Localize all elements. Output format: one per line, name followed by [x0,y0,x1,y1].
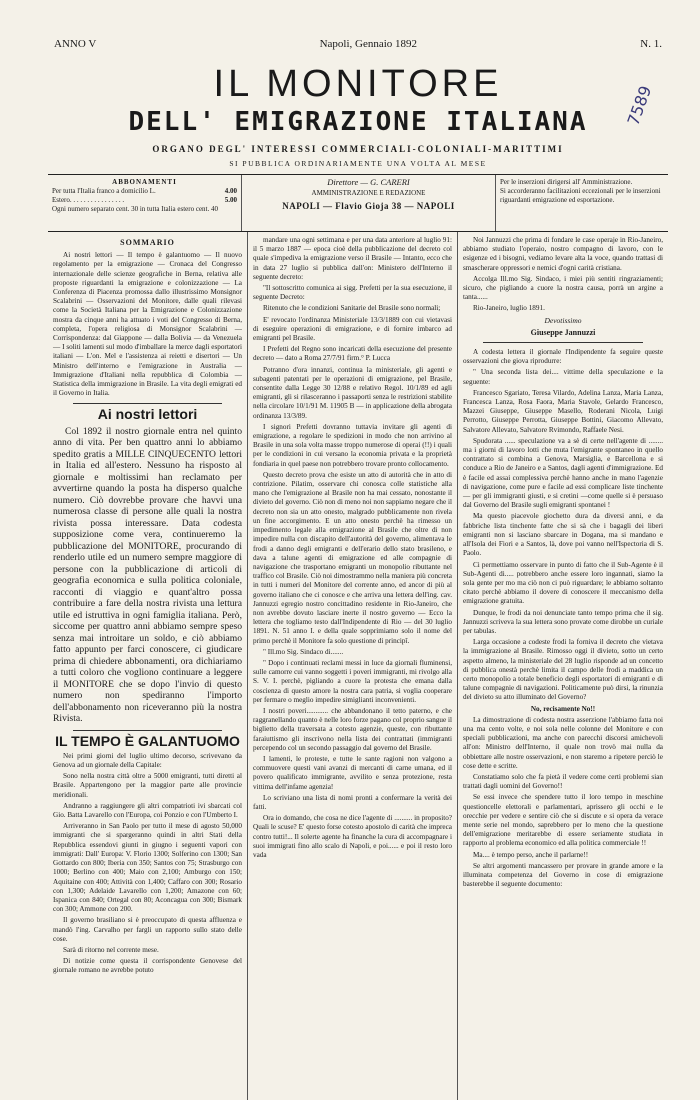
tempo-paragraph: Di notizie come questa il corrispondente Genovese del giornale romano ne avrebbe potuto [53,957,242,975]
col3-paragraph: Ma questo piacevole giochetto dura da diversi anni, e da fabbriche lista tinchente fatte che si sà che i bagagli dei liberi emigranti non si lasciano sbarcare in Dogana, ma si mandano e all'Isola dei Fiori e a Santos, là, dove poi vanno nell'Ispectoria di S. Paolo. [463,512,663,558]
direzione-box [242,175,496,231]
tempo-paragraph: Sono nella nostra città oltre a 5000 emigranti, tutti diretti al Brasile. Appartengono per la maggior parte alle provincie meridionali. [53,772,242,799]
col2-paragraph: Questo decreto prova che esiste un atto di autorità che in atto di contrizione. Pilatim, osservare chi conosca colle statistiche alla mano che l'emigrazione al Brasile non ha mai cessato, nonostante il divieto del governo. Ciò non di meno noi non sappiamo negare che il decreto non sia un atto onesto, malgrado pubblicamente non rivela un fine accorgimento. E un atto onesto perchè ha rimesso un impedimento legale alla emigrazione al Brasile che oltre di non impedire nulla con discapito dell'autorità del governo, alimentava le frodi a danno degli emigranti e dell'erario dello stato brasileno, e dava a talune agenti di emigrazione ed alle compagnie di navigazione che trasportano emigranti un monopolio ributtante nel traffico col Brasile. Ciò noi dimostrammo nella maniera più concreta in tutti i numeri del Monitore del corrente anno, ed ancor di più al governo italiano che ci conosce e che arriva una lettera dell'ing. cav. Jannuzzi egregio nostro concittadino residente in Rio-Janeiro, che non avrebbe dovuto lasciare inerte il nostro governo — Ecco la lettera che togliamo testo dall'Indipendente di Rio — del 30 luglio 1891. N. 51 anno I. e della quale sopprimiamo solo il nome del primo perchè il Monitore fa solo questione di principî. [253,470,453,645]
col3-paragraph: La dimostrazione di codesta nostra asserzione l'abbiamo fatta noi una ma cento volte, e noi sola nelle colonne del Monitore e con speciali pubblicazioni, ma anche con parecchi discorsi amichevoli all'on: Ministro dell'Interno, il quale non trovò mai nulla da obbiettare alle nostre osservazioni, e non staremo a ripetere perciò le cose dette e scritte. [463,715,663,770]
col3-paragraph: Larga occasione a codeste frodi la forniva il decreto che vietava la immigrazione al Brasile. Rimosso oggi il divieto, sotto un certo aspetto almeno, la ministeriale del 28 luglio risponde ad un concetto di pubblica onestà perchè limita il campo delle frodi a maddica un certo monopolio a totale beneficio degli esportatori di emigranti e di talune compagnie di navigazioni. Politicamente può dirsi, la rinunzia del divieto su atto illuminato del Governo? [463,638,663,702]
col2-paragraph: Ritenuto che le condizioni Sanitarie del Brasile sono normali; [263,304,441,313]
col3-paragraph: Noi Jannuzzi che prima di fondare le case operaje in Rio-Janeiro, abbiamo studiato l'operaio, nostro compagno di lavoro, con le esigenze ed i bisogni, vediamo levare alta la voce, quando trattasi di smascherare oppressori e nemici d'ogni carità cristiana. [463,236,663,272]
col2-paragraph: I Prefetti del Regno sono incaricati della esecuzione del presente decreto — dato a Roma 27/7/91 firm.° P. Lucca [253,345,452,363]
tempo-paragraph: Sarà di ritorno nel corrente mese. [63,945,159,954]
lettori-paragraph: Col 1892 il nostro giornale entra nel quinto anno di vita. Per ben quattro anni lo abbiamo spedito gratis a MILLE CINQUECENTO lettori in Italia ed all'estero. Nessuno ha risposto al giornale e moltissimi han reclamato per avvertirne quando la posta ha disperso qualche numero. Ciò dovrebbe provare che havvi una numerosa classe di persone alle quali la nostra rivista possa interessare. Data codesta supposizione come vera, continueremo la pubblicazione del MONITORE, procurando di renderlo utile ed un numero sempre maggiore di persone con la pubblicazione di articoli di geografia economica e sulla politica coloniale, racconti di viaggio e quant'altro possa contribuire a fare della nostra rivista una lettura utile ed istruttiva in ogni famiglia italiana. Però, siccome per quattro anni abbiamo sempre speso senza mai introitare un soldo, e ciò abbiamo fatto appunto per farci conoscere, ci giudicare prima di chiedere abbonamenti, ora dichiariamo a tutti coloro che vogliono continuare a leggere il MONITORE che se dopo l'invio di questo numero non spediranno l'importo dell'abbonamento non riceveranno più la nostra Rivista. [53,425,242,725]
col2-paragraph: "Il sottoscritto comunica ai sigg. Prefetti per la sua esecuzione, il seguente Decreto: [253,284,452,302]
col3-paragraph: Ma.... è tempo perso, anche il parlarne!! [473,850,589,859]
estero-price: 5.00 [224,196,237,204]
direttore: Direttore — G. CARERI [327,177,410,187]
inserzioni-box [496,175,668,231]
column-2 [248,232,458,1100]
col3-paragraph: Se essi invece che spendere tutto il loro tempo in meschine questioncelle elettorali e parlamentari, aprissero gli occhi e le orecchie per vedere e sentire ciò che si discute e si opera da verace mente serie nel mondo, saprebbero per lo meno che la questione dell'emigrazione meritarebbe di essere seriamente studiata in rapporto al problema economico ed alla politica commerciale !! [463,793,663,848]
tempo-paragraph: Nei primi giorni del luglio ultimo decorso, scrivevano da Genova ad un giornale della Capitale: [53,751,242,770]
col2-paragraph: Potranno d'ora innanzi, continua la ministeriale, gli agenti e subagenti patentati per le operazioni di emigrazione, pel Brasile, consentite dalla Legge 30 12/88 e relativo Regol. 10/1/89 ed agli emigranti, gli si rilasceranno i passaporti senza le restrizioni stabilite nella circolare 10/1/91 M. 11905 B — in applicazione della abrogata ordinanza 13/3/89. [253,365,452,420]
col3-paragraph: Ci permettiamo osservare in punto di fatto che il Sub-Agente è il Sub-Agenti di..... potrebbero anche essere loro ingannati, siamo la sola gente per mo ma ciò non ci può riguardare; le abbiamo soltanto citato perchè abbiamo il dovere di conoscere il meccanismo della emigrazione gratuita. [463,560,663,606]
col2-paragraph: Lo scriviano una lista di nomi pronti a confermare la verità dei fatti. [253,793,452,811]
title-line1: IL MONITORE [213,63,503,105]
col3-heading: No, recisamente No!! [530,704,596,713]
col2-paragraph: " Dopo i continuati reclami messi in luce da giornali fluminensi, sulle camorre cui vanno soggetti i poveri immigranti, mi rivolgo alla S. V. I. perchè, pigliando a cuore la protesta che emana dalla coscienza di questo amore la nostra cara patria, si voglia cooperare per fermare o meglio impedire simiglianti inconvenienti. [253,658,452,704]
col2-paragraph: I lamenti, le proteste, e tutte le sante ragioni non valgono a commuovere questi vani avanzi di mercanti di carne umana, ed il povero qualificato immigrante, avvilito e senza protezione, resta vittima dell'infame agenzia! [253,754,452,791]
indirizzo: NAPOLI — Flavio Gioja 38 — NAPOLI [282,201,455,211]
inserzioni: Per le inserzioni dirigersi all' Amministrazione. [500,178,633,186]
italia-label: Per tutta l'Italia franco a domicilio L. [52,187,156,195]
tempo-title: IL TEMPO È GALANTUOMO [55,732,240,749]
tempo-paragraph: Il governo brasiliano si è preoccupato di questa affluenza e mandò l'ing. Carvalho per fargli un rapporto sullo stato delle cose. [53,916,242,943]
masthead-topline [48,38,668,54]
sommario-title: SOMMARIO [120,238,175,247]
col2-paragraph: mandare una ogni settimana e per una data anteriore al luglio 91: il 5 marzo 1887 — epoca cioè della pubblicazione del decreto col quale s'impediva la emigrazione verso il Brasile — Intanto, ecco che in data 27 luglio si pubblica dall'on: Ministero dell'Interno il seguente decreto: [253,236,452,281]
sommario-text: Ai nostri lettori — Il tempo è galantuomo — Il nuovo regolamento per la emigrazione — Cronaca del Congresso internazionale delle scienze geografiche in Berna, relativa alle proposte riguardanti la emigrazione e colonizzazione — La Conferenza di Piacenza promossa dallo illustrissimo Monsignor Scalabrini — Osservazioni del Monitore, dalle quali rilevasi come la Società Italiana per la Emigrazione e Colonizzazione mostra da cinque anni ha attuato i voti del Congresso di Berna, completa, l'opera religiosa di Monsignor Scalabrini — Corrispondenza: dal Giappone — dalla Bolivia — da Venezuela — I soliti lamenti sul modo d'imballare la merce dagli esportatori italiani — L'on. Mel e l'assistenza ai reietti e disertori — Un Ministro dell'interno e l'emigrazione in Australia — Immigrazione d'Italiani nella repubblica di Colombia — Statistica della immigrazione in Brasile. La vita degli emigrati ed il Governo in Italia. [53,251,242,398]
title-line2: DELL' EMIGRAZIONE ITALIANA [128,107,588,137]
info-band [48,175,668,232]
facilitazioni: Si accorderanno facilitazioni eccezionali per le inserzioni riguardanti emigrazione ed esportazione. [500,187,661,204]
col3-paragraph: Dunque, le frodi da noi denunciate tanto tempo prima che il sig. Jannuzzi scriveva la sua lettera sono provate come dirobbe un curiale per tabulas. [463,608,663,635]
handwritten-number: 7589 [623,83,656,128]
sign-devot: Devotissimo [544,315,582,325]
anno: ANNO V [54,38,97,50]
tempo-paragraph: Andranno a raggiungere gli altri compatrioti ivi sbarcati col Gio. Batta Lavarello con l'Europa, coi Ponzio e con l'Umberto I. [53,801,242,820]
col3-paragraph: " Una seconda lista dei.... vittime della speculazione e la seguente: [463,368,663,386]
lettori-title: Ai nostri lettori [97,406,198,423]
col3-paragraph: Accolga Ill.mo Sig. Sindaco, i miei più sentiti ringraziamenti; sicuro, che pigliando a cuore la nostra causa, porrà un argine a tanta...... [463,274,663,302]
publication-frequency: SI PUBBLICA ORDINARIAMENTE UNA VOLTA AL MESE [229,159,487,168]
abbonamenti-box [48,175,242,231]
col3-paragraph: A codesta lettera il giornale l'Indipendente fa seguire queste osservazioni che giova riprodurre: [463,348,663,366]
numero-separato: Ogni numero separato cent. 30 in tutta Italia estero cent. 40 [52,205,219,213]
col2-paragraph: E' revocato l'ordinanza Ministeriale 13/3/1889 con cui vietavasi di eseguire operazioni di emigrazione, e di fornire imbarco ad emigranti pel Brasile. [253,315,452,343]
col3-paragraph: Se altri argomenti mancassero per provare in grande amore e la illuminata competenza del Governo in cose di emigrazione basterebbe il seguente documento: [463,861,663,889]
italia-price: 4.00 [224,187,237,195]
organo-subtitle: ORGANO DEGL' INTERESSI COMMERCIALI-COLONIALI-MARITTIMI [152,144,564,154]
column-3 [458,232,668,1100]
newspaper-page [48,38,668,988]
article-columns [48,232,668,1100]
tempo-paragraph: Arriveranno in San Paolo per tutto il mese di agosto 50,000 immigranti che si spargeranno quindi in altri Stati della Repubblica essendovi giunti in giugno i seguenti vapori con immigrati: Dall' Europa: V. Florio 1300; Solferino con 1300; San Gottardo con 800; Iberia con 350; Santos con 75; Strasburgo con 1000; Berlino con 400; Maio con 2,100; Amburgo con 150; Aquitaine con 400; Attività con 1,400; Caffaro con 300; Rosario con 1,300; Adelaide Lavarello con 1,200; Amazone con 60; Ispanica con 840; Ortegal con 80; Aconcagua con 300; Bismark con 300; Ammone con 200. [53,822,242,914]
col2-paragraph: " Ill.mo Sig. Sindaco di....... [263,647,344,656]
column-1 [48,232,248,1100]
col3-paragraph: Constatiamo solo che fa pietà il vedere come certi problemi sian trattati dagli uomini del Governo!! [463,772,663,791]
abbonamenti-title: ABBONAMENTI [112,178,177,186]
col3-paragraph: Spudorata ...... speculazione va a sè di certe nell'agente di ........ ma i giorni di lavoro lotti che muta l'emigrante spontaneo in quello contrattato si combina a Genova, Marsiglia, e Barcellona e si conduce a Rio de Janeiro e a Santos, dagli agenti d'immigrazione. Ed è facile ed assai complessiva perchè hanno anche in mano l'agenzie di navigazione, come pure e facile ad essi complicare liste tinchente — per gli immigranti giusti, e si cretini —come quelle si è persuaso dal Governo del Brasile sugli emigranti spontanei ! [463,436,663,510]
estero-label: Estero. . . . . . . . . . . . . . . . [52,196,125,204]
col2-paragraph: I nostri poveri............ che abbandonano il tetto paterno, e che raggranellando quanto è nelle loro forze pagano col proprio sangue il biglietto della traversata a cotesto agenzie, queste, con ributtante faraiuttismo gli inscrivono nella lista dei contrattati (immigranti percependo col un secondo passaggio dal governo del Brasile. [253,706,452,752]
col2-paragraph: I signori Prefetti dovranno tuttavia invitare gli agenti di emigrazione, a regolare le spedizioni in modo che non arrivino al Brasile in una sola volta masse troppo numerose di operai (!!) i quali per le condizioni in cui versano la economia privata e la proprietà fondiaria in quel paese non potrebbero trovare pronto collocamento. [253,422,452,468]
luogo-data: Napoli, Gennaio 1892 [319,38,418,50]
sign-name: Giuseppe Jannuzzi [530,327,596,337]
lettera-date: Rio-Janeiro, luglio 1891. [473,304,545,313]
col2-paragraph: Ora io domando, che cosa ne dice l'agente di .......... in proposito? Quali le scuse? E' questo forse cotesto apostolo di carità che impreca contro tutti!... Il solerte agente ha finanche la cura di accompagnare i suoi immigrati fino allo scalo di Napoli, e poi...... e poi il resto loro vada [253,814,452,859]
amministrazione: AMMINISTRAZIONE E REDAZIONE [311,189,426,197]
col3-paragraph: Francesco Sgariato, Teresa Vilardo, Adelina Lanza, Maria Lanza, Francesca Lanza, Rosa Faora, Maria Stavole, Gelardo Francesco, Mazzei Giuseppe, Giuseppe Masello, Roderani Nicola, Luigi Perrotto, Giuseppe Perrotta, Giuseppe Bottini, Giacomo Allevato, Salvatore Allevato, Salvatore Rvimondo, Raffaele Nesi. [463,388,663,434]
numero: N. 1. [640,38,662,50]
